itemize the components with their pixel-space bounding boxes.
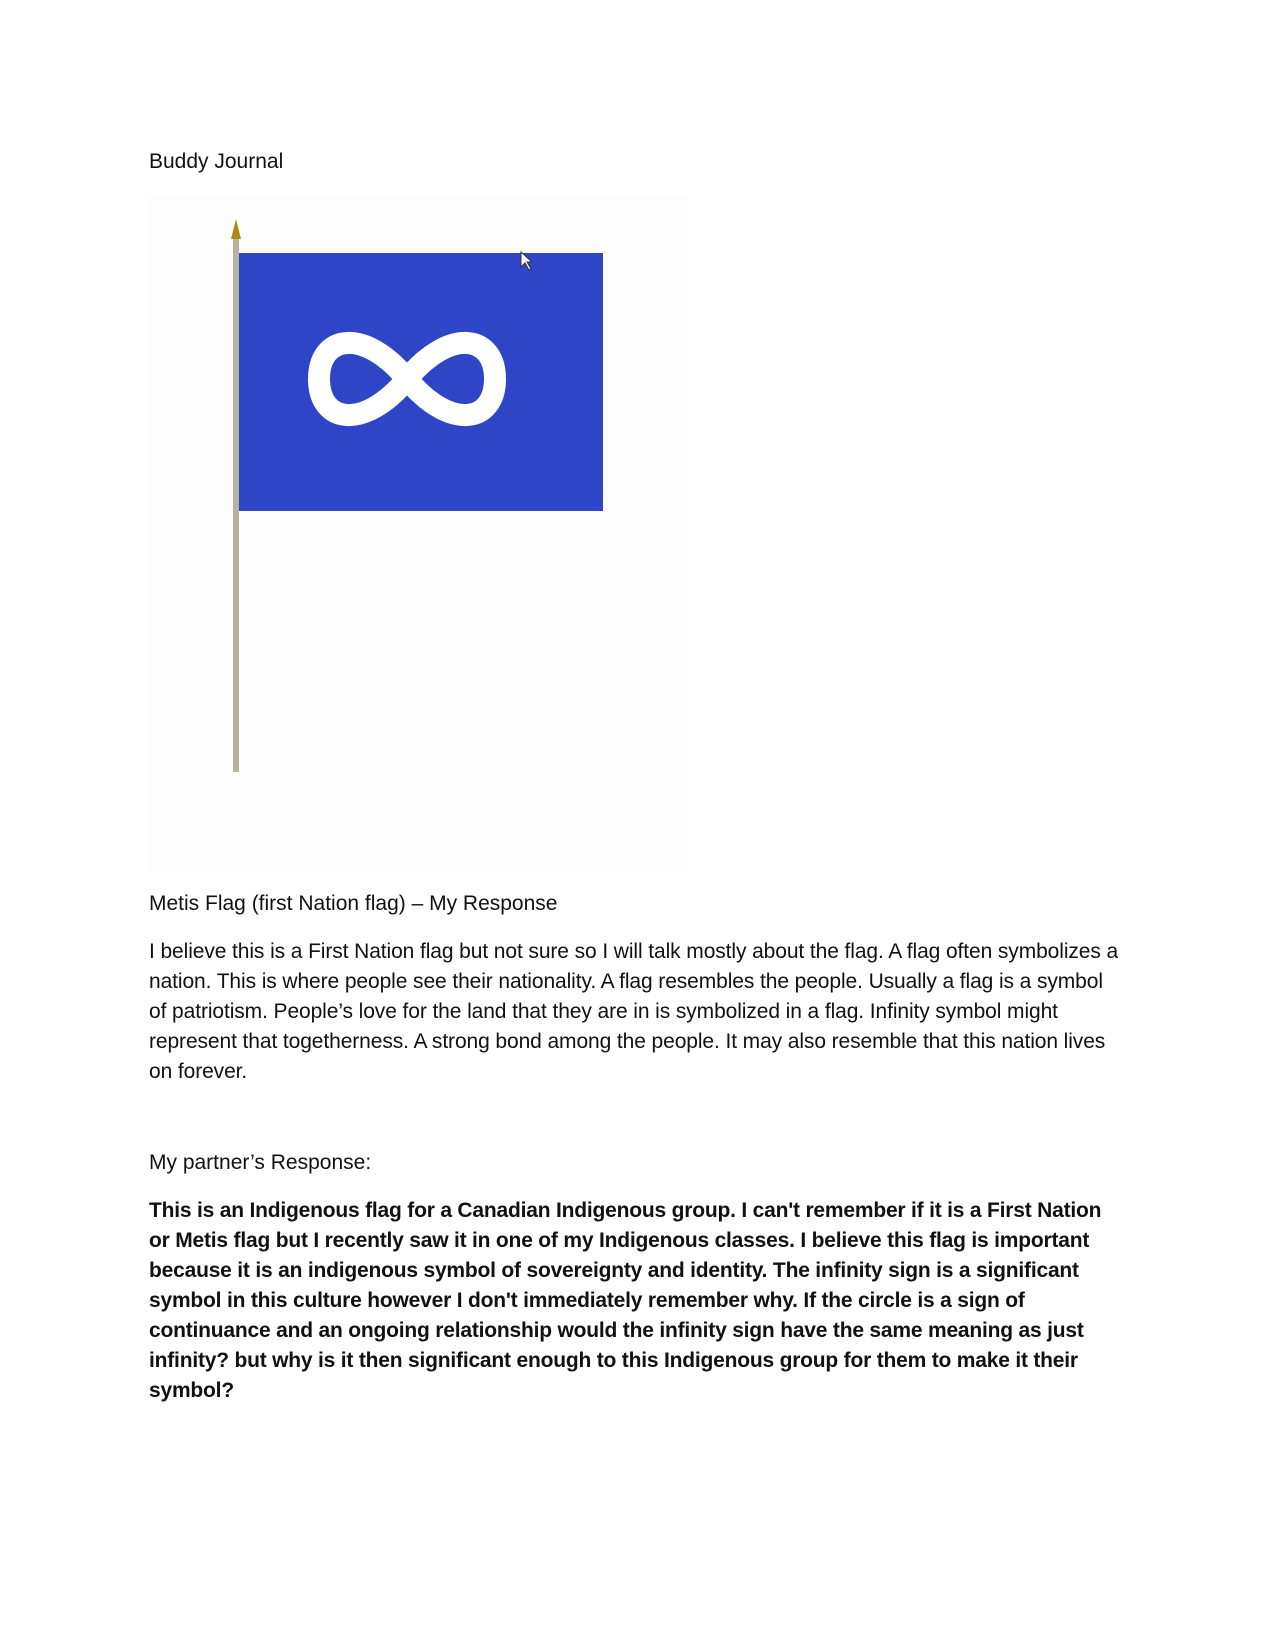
metis-flag-image (149, 197, 689, 872)
flag-pole (233, 237, 239, 772)
document-title: Buddy Journal (149, 150, 284, 173)
partner-response-paragraph: This is an Indigenous flag for a Canadian Indigenous group. I can't remember if it is a First Nation or Metis flag but I recently saw it in one of my Indigenous classes. I believe this flag is important because it is an indigenous symbol of sovereignty and identity. The infinity sign is a significant symbol in this culture however I don't immediately remember why. If the circle is a sign of continuance and an ongoing relationship would the infinity sign have the same meaning as just infinity? but why is it then significant enough to this Indigenous group for them to make it their symbol? (149, 1199, 1102, 1402)
figure-caption: Metis Flag (first Nation flag) – My Response (149, 892, 558, 915)
my-response-paragraph: I believe this is a First Nation flag but not sure so I will talk mostly about the flag. A flag often symbolizes a nation. This is where people see their nationality. A flag resembles the people. Usually a flag is a symbol of patriotism. People’s love for the land that they are in is symbolized in a flag. Infinity symbol might represent that togetherness. A strong bond among the people. It may also resemble that this nation lives on forever. (149, 940, 1119, 1083)
partner-response-heading: My partner’s Response: (149, 1151, 372, 1174)
